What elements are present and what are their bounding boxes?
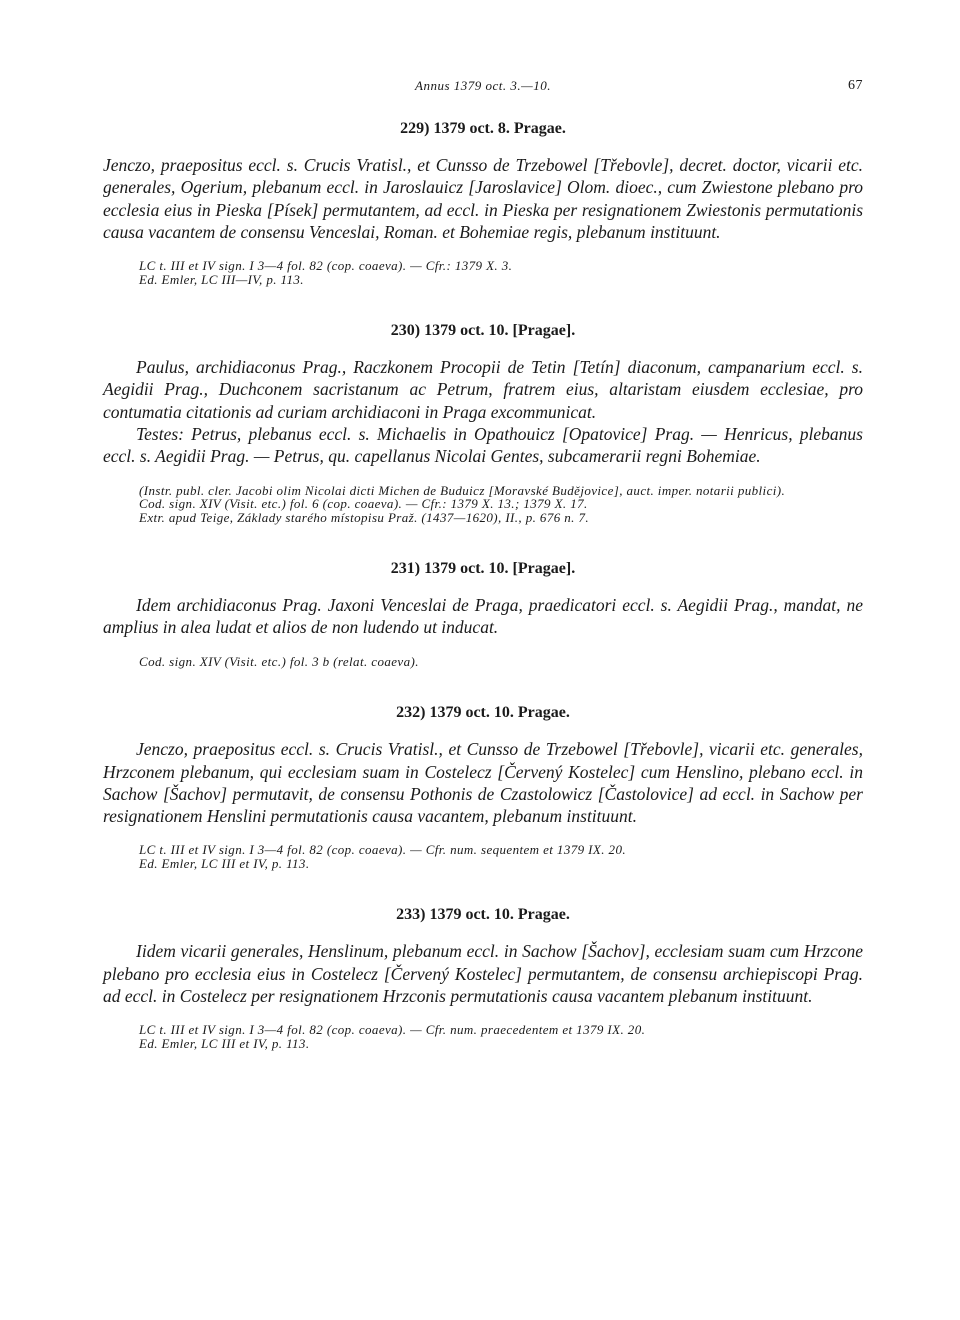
note-line: Ed. Emler, LC III et IV, p. 113. <box>139 855 310 871</box>
note-line: Extr. apud Teige, Základy starého místopisu Praž. (1437—1620), II., p. 676 n. 7. <box>139 509 590 525</box>
note-line: Ed. Emler, LC III et IV, p. 113. <box>139 1035 310 1051</box>
entry-notes <box>103 1023 863 1050</box>
running-head <box>103 78 863 100</box>
entry-paragraph: Idem archidiaconus Prag. Jaxoni Venceslai de Praga, praedicatori eccl. s. Aegidii Prag., mandat, ne amplius in alea ludat et alios de non ludendo ut inducat. <box>103 595 863 638</box>
note-line: LC t. III et IV sign. I 3—4 fol. 82 (cop. coaeva). — Cfr. num. sequentem et 1379 IX. 20. <box>139 842 627 858</box>
note-line: Cod. sign. XIV (Visit. etc.) fol. 6 (cop. coaeva). — Cfr.: 1379 X. 13.; 1379 X. 17. <box>139 496 588 512</box>
entry-notes <box>103 655 863 669</box>
entry-body <box>103 738 863 827</box>
entry-body <box>103 594 863 639</box>
note-line: LC t. III et IV sign. I 3—4 fol. 82 (cop. coaeva). — Cfr.: 1379 X. 3. <box>139 258 513 274</box>
entry-paragraph: Testes: Petrus, plebanus eccl. s. Michaelis in Opathouicz [Opatovice] Prag. — Henricus, plebanus eccl. s. Aegidii Prag. — Petrus, qu. capellanus Nicolai Gentes, subcamerarii regni Bohemiae. <box>103 424 863 467</box>
entry-paragraph: Iidem vicarii generales, Henslinum, plebanum eccl. in Sachow [Šachov], ecclesiam suam cum Hrzcone plebano pro ecclesia eius in Costelecz [Červený Kostelec] permutantem, de consensu archiepiscopi Prag. ad eccl. in Costelecz per resignationem Hrzconis permutationis causa vacantem plebanum instituunt. <box>103 941 863 1007</box>
entry-paragraph: Paulus, archidiaconus Prag., Raczkonem Procopii de Tetin [Tetín] diaconum, campanarium eccl. s. Aegidii Prag., Duchconem sacristanum ac Petrum, fratrem eius, altaristam eiusdem ecclesiae, pro contumatia citationis ad curiam archidiaconi in Praga excommunicat. <box>103 357 863 422</box>
entry-233 <box>103 906 863 1050</box>
entry-heading: 231) 1379 oct. 10. [Pragae]. <box>390 560 576 578</box>
entry-body <box>103 940 863 1007</box>
running-head-text: Annus 1379 oct. 3.—10. <box>415 78 551 93</box>
entry-heading: 230) 1379 oct. 10. [Pragae]. <box>390 322 576 340</box>
page-number: 67 <box>848 78 863 93</box>
document-page <box>103 78 863 1050</box>
entry-229 <box>103 120 863 286</box>
entry-notes <box>103 484 863 525</box>
entry-paragraph: Jenczo, praepositus eccl. s. Crucis Vratisl., et Cunsso de Trzebowel [Třebovle], decret. doctor, vicarii etc. generales, Ogerium, plebanum eccl. in Jaroslauicz [Jaroslavice] Olom. dioec., cum Zwiestone plebano pro ecclesia eius in Pieska [Písek] permutantem, ad eccl. in Pieska per resignationem Zwiestonis permutationis causa vacantem de consensu Venceslai, Roman. et Bohemiae regis, plebanum instituunt. <box>103 155 863 242</box>
entry-heading: 233) 1379 oct. 10. Pragae. <box>396 906 570 924</box>
entry-232 <box>103 704 863 870</box>
entry-231 <box>103 560 863 668</box>
entry-heading: 232) 1379 oct. 10. Pragae. <box>396 704 570 722</box>
entry-notes <box>103 843 863 870</box>
note-line: Cod. sign. XIV (Visit. etc.) fol. 3 b (relat. coaeva). <box>139 653 419 669</box>
entry-notes <box>103 259 863 286</box>
note-line: (Instr. publ. cler. Jacobi olim Nicolai dicti Michen de Buduicz [Moravské Budějovice], auct. imper. notarii publici). <box>139 482 786 498</box>
entry-heading: 229) 1379 oct. 8. Pragae. <box>400 120 566 137</box>
entry-body <box>103 154 863 243</box>
entry-body <box>103 356 863 467</box>
note-line: LC t. III et IV sign. I 3—4 fol. 82 (cop. coaeva). — Cfr. num. praecedentem et 1379 IX. 20. <box>139 1022 646 1038</box>
note-line: Ed. Emler, LC III—IV, p. 113. <box>139 271 304 287</box>
entry-230 <box>103 322 863 524</box>
entry-paragraph: Jenczo, praepositus eccl. s. Crucis Vratisl., et Cunsso de Trzebowel [Třebovle], vicarii etc. generales, Hrzconem plebanum, qui ecclesiam suam in Costelecz [Červený Kostelec] cum Henslino, plebano eccl. in Sachow [Šachov] permutavit, de consensu Pothonis de Czastolowicz [Častolovice] ad eccl. in Sachow per resignationem Henslini permutationis causa vacantem, plebanum instituunt. <box>103 739 863 827</box>
